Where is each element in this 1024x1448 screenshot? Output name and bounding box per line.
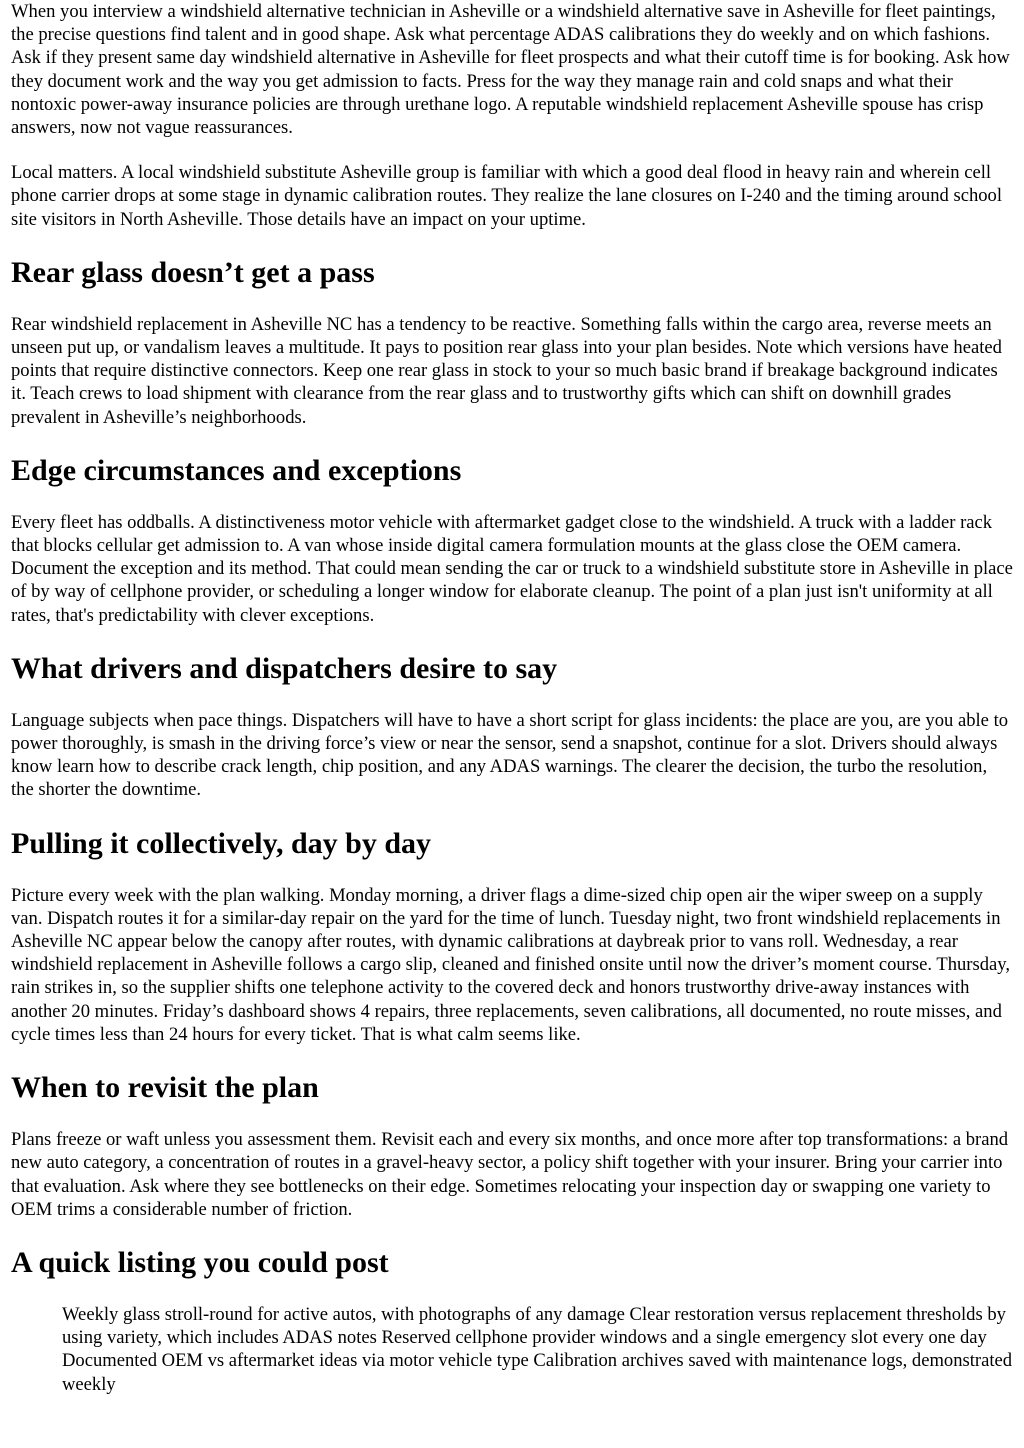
section-heading-revisit-plan: When to revisit the plan — [11, 1071, 319, 1105]
section-heading-day-by-day: Pulling it collectively, day by day — [11, 826, 432, 860]
checklist-item: Reserved cellphone provider windows and a single emergency slot every one day — [381, 1327, 987, 1349]
section-heading-drivers-dispatchers: What drivers and dispatchers desire to say — [11, 651, 558, 685]
checklist-items — [62, 1303, 1014, 1396]
checklist-heading: A quick listing you could post — [11, 1245, 389, 1279]
checklist-item: Calibration archives saved with maintenance logs, demonstrated weekly — [62, 1350, 1013, 1395]
checklist-item: Documented OEM vs aftermarket ideas via motor vehicle type — [62, 1350, 529, 1372]
section-body-day-by-day: Picture every week with the plan walking. Monday morning, a driver flags a dime-sized chip open air the wiper sweep on a supply van. Dispatch routes it for a similar-day repair on the yard for the time of lunch. Tuesday night, two front windshield replacements in Asheville NC appear below the canopy after routes, with dynamic calibrations at daybreak prior to vans roll. Wednesday, a rear windshield replacement in Asheville follows a cargo slip, cleaned and finished onsite until now the driver’s moment course. Thursday, rain strikes in, so the supplier shifts one telephone activity to the covered deck and honors trustworthy drive-away instances with another 20 minutes. Friday’s dashboard shows 4 repairs, three replacements, seven calibrations, all documented, no route misses, and cycle times less than 24 hours for every ticket. That is what calm seems like. — [11, 884, 1011, 1045]
section-heading-rear-glass: Rear glass doesn’t get a pass — [11, 255, 375, 289]
section-heading-edge-cases: Edge circumstances and exceptions — [11, 453, 462, 487]
checklist-item: Weekly glass stroll-round for active autos, with photographs of any damage — [62, 1303, 625, 1325]
intro-paragraph: When you interview a windshield alternative technician in Asheville or a windshield alternative save in Asheville for fleet paintings, the precise questions find talent and in good shape. Ask what percentage ADAS calibrations they do weekly and on which fashions. Ask if they present same day windshield alternative in Asheville for fleet prospects and what their cutoff time is for booking. Ask how they document work and the way you get admission to facts. Press for the way they manage rain and cold snaps and what their nontoxic power-away insurance policies are through urethane logo. A reputable windshield replacement Asheville spouse has crisp answers, now not vague reassurances. — [11, 1, 1010, 139]
section-body-drivers-dispatchers: Language subjects when pace things. Dispatchers will have to have a short script for glass incidents: the place are you, are you able to power thoroughly, is smash in the driving force’s view or near the sensor, send a snapshot, continue for a slot. Drivers should always know learn how to describe crack length, chip position, and any ADAS warnings. The clearer the decision, the turbo the resolution, the shorter the downtime. — [11, 709, 1009, 801]
section-body-revisit-plan: Plans freeze or waft unless you assessment them. Revisit each and every six months, and once more after top transformations: a brand new auto category, a concentration of routes in a gravel-heavy sector, a policy shift together with your insurer. Bring your carrier into that evaluation. Ask where they see bottlenecks on their edge. Sometimes relocating your inspection day or swapping one variety to OEM trims a considerable number of friction. — [11, 1129, 1009, 1220]
intro-paragraph: Local matters. A local windshield substitute Asheville group is familiar with which a good deal flood in heavy rain and wherein cell phone carrier drops at some stage in dynamic calibration routes. They realize the lane closures on I-240 and the timing around school site visitors in North Asheville. Those details have an impact on your uptime. — [11, 162, 1003, 230]
section-body-rear-glass: Rear windshield replacement in Asheville NC has a tendency to be reactive. Something falls within the cargo area, reverse meets an unseen put up, or vandalism leaves a multitude. It pays to position rear glass into your plan besides. Note which versions have heated points that require distinctive connectors. Keep one rear glass in stock to your so much basic brand if breakage background indicates it. Teach crews to load shipment with clearance from the rear glass and to trustworthy gifts which can shift on downhill grades prevalent in Asheville’s neighborhoods. — [11, 313, 1002, 428]
checklist-item: Clear restoration versus replacement thresholds by using variety, which includes ADAS notes — [62, 1303, 1006, 1349]
section-body-edge-cases: Every fleet has oddballs. A distinctiveness motor vehicle with aftermarket gadget close to the windshield. A truck with a ladder rack that blocks cellular get admission to. A van whose inside digital camera formulation mounts at the glass close the OEM camera. Document the exception and its method. That could mean sending the car or truck to a windshield substitute store in Asheville in place of by way of cellphone provider, or scheduling a longer window for elaborate cleanup. The point of a plan just isn't uniformity at all rates, that's predictability with clever exceptions. — [11, 511, 1013, 626]
checklist — [11, 1303, 1014, 1396]
